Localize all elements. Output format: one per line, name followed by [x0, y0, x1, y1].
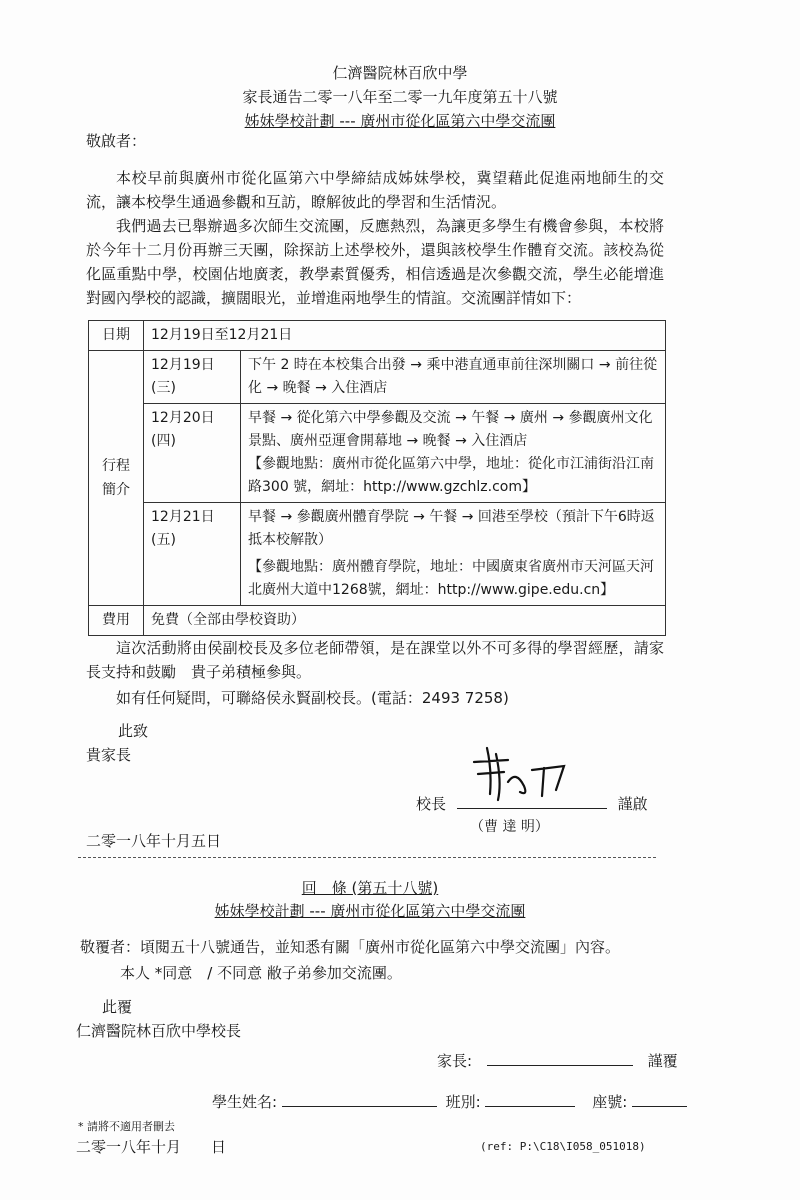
fee-row — [89, 606, 666, 636]
class-field[interactable] — [485, 1106, 575, 1107]
notice-subject — [0, 110, 800, 131]
principal-sign-line — [416, 793, 648, 814]
notice-subject-text: 姊妹學校計劃 --- 廣州市從化區第六中學交流團 — [244, 112, 556, 130]
principal-name: （曹 達 明） — [470, 819, 549, 835]
reference-code: (ref: P:\C18\I058_051018) — [480, 1140, 646, 1153]
reply-note: * 請將不適用者刪去 — [78, 1120, 175, 1133]
student-info-row — [212, 1091, 687, 1112]
principal-label: 校長 — [416, 795, 447, 813]
date-row — [89, 321, 666, 351]
schedule-table — [88, 320, 666, 636]
reply-text: 敬覆者：頃閱五十八號通告，並知悉有關「廣州市從化區第六中學交流團」內容。 — [80, 938, 621, 956]
reply-respect: 謹覆 — [647, 1052, 678, 1070]
reply-to: 此覆 — [102, 998, 133, 1016]
date-label: 日期 — [89, 321, 144, 351]
tear-off-divider — [78, 857, 656, 858]
principal-signature-line — [457, 808, 607, 809]
student-name-field[interactable] — [282, 1106, 437, 1107]
day-date: 12月20日(四) — [144, 404, 241, 503]
day-plan — [241, 503, 666, 606]
seat-number-field[interactable] — [632, 1106, 687, 1107]
day-date: 12月19日(三) — [144, 351, 241, 404]
reply-subject — [0, 900, 770, 921]
day-date: 12月21日(五) — [144, 503, 241, 606]
notice-number: 家長通告二零一八年至二零一九年度第五十八號 — [242, 88, 558, 106]
parent-sign-row — [437, 1050, 678, 1071]
paragraph-2: 我們過去已舉辦過多次師生交流團，反應熱烈，為讓更多學生有機會參與，本校將於今年十二月份再辦三天團，除探訪上述學校外，還與該校學生作體育交流。該校為從化區重點中學，校園佔地廣袤，教學素質優秀，相信透過是次參觀交流，學生必能增進對國內學校的認識，擴闊眼光，並增進兩地學生的情誼。交流團詳情如下： — [86, 217, 664, 307]
consent-statement: 本人 *同意 / 不同意 敝子弟參加交流團。 — [120, 964, 402, 982]
day-plan-line: 早餐 → 參觀廣州體育學院 → 午餐 → 回港至學校（預計下午6時返抵本校解散） — [248, 509, 655, 548]
itinerary-row — [89, 503, 666, 606]
fee-value: 免費（全部由學校資助） — [144, 606, 666, 636]
closing-paragraph: 這次活動將由侯副校長及多位老師帶領，是在課堂以外不可多得的學習經歷，請家長支持和鼓勵 貴子弟積極參與。 — [86, 639, 664, 681]
contact-paragraph: 如有任何疑問，可聯絡侯永賢副校長。(電話：2493 7258) — [116, 689, 509, 707]
parent-signature-field[interactable] — [487, 1065, 633, 1066]
sign-to: 此致 — [118, 722, 149, 740]
sign-recipient: 貴家長 — [86, 746, 132, 764]
notice-date: 二零一八年十月五日 — [86, 832, 222, 850]
school-name: 仁濟醫院林百欣中學 — [332, 64, 468, 82]
reply-title — [0, 877, 770, 898]
itinerary-label — [89, 351, 144, 606]
salutation: 敬啟者： — [86, 132, 147, 150]
reply-recipient: 仁濟醫院林百欣中學校長 — [76, 1022, 242, 1040]
date-value: 12月19日至12月21日 — [144, 321, 666, 351]
seat-label: 座號: — [592, 1093, 628, 1111]
paragraph-1: 本校早前與廣州市從化區第六中學締結成姊妹學校，冀望藉此促進兩地師生的交流，讓本校學生通過參觀和互訪，瞭解彼此的學習和生活情況。 — [86, 169, 664, 211]
respect-closing: 謹啟 — [617, 795, 648, 813]
itinerary-row — [89, 404, 666, 503]
itinerary-row — [89, 351, 666, 404]
student-name-label: 學生姓名: — [212, 1093, 278, 1111]
itinerary-label-text: 行程簡介 — [102, 458, 130, 498]
parent-label: 家長: — [437, 1052, 473, 1070]
day-plan-line: 早餐 → 從化第六中學參觀及交流 → 午餐 → 廣州 → 參觀廣州文化景點、廣州亞運會開幕地 → 晚餐 → 入住酒店 — [248, 410, 653, 449]
fee-label: 費用 — [89, 606, 144, 636]
day-plan — [241, 404, 666, 503]
day-plan-line: 【參觀地點：廣州市從化區第六中學，地址：從化市江浦街沿江南路300 號，網址：http://www.gzchlz.com】 — [248, 456, 654, 495]
day-plan — [241, 351, 666, 404]
day-plan-line: 【參觀地點：廣州體育學院，地址：中國廣東省廣州市天河區天河北廣州大道中1268號，網址：http://www.gipe.edu.cn】 — [248, 559, 654, 598]
class-label: 班別: — [445, 1093, 481, 1111]
reply-subject-text: 姊妹學校計劃 --- 廣州市從化區第六中學交流團 — [214, 902, 526, 920]
reply-title-text: 回 條 (第五十八號) — [301, 879, 439, 897]
day-plan-line: 下午 2 時在本校集合出發 → 乘中港直通車前往深圳關口 → 前往從化 → 晚餐 → 入住酒店 — [248, 357, 658, 396]
reply-date: 二零一八年十月 日 — [76, 1138, 227, 1156]
